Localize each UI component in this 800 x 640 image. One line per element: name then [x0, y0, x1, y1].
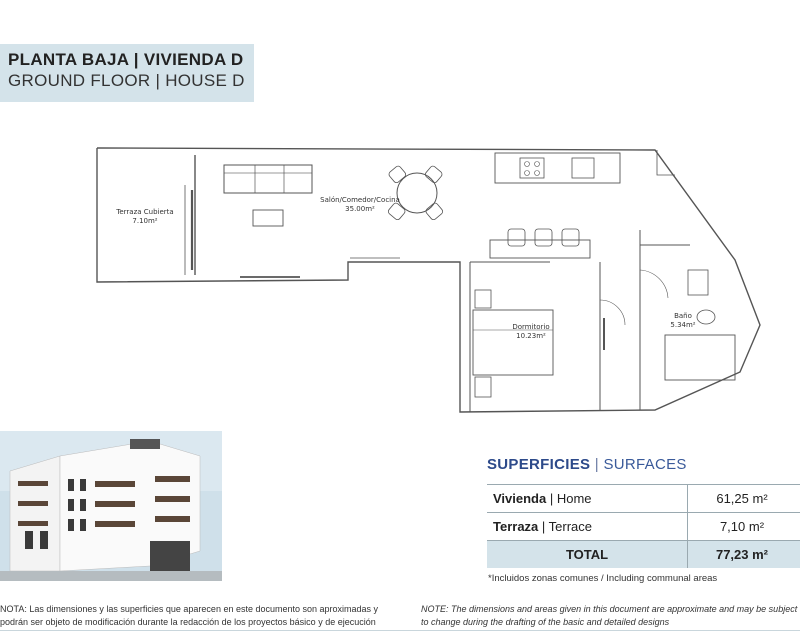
room-label-terrace: Terraza Cubierta 7.10m²: [116, 208, 174, 225]
building-render-image: [0, 431, 222, 581]
plan-title-english: GROUND FLOOR | HOUSE D: [8, 71, 245, 90]
note-spanish-line1: NOTA: Las dimensiones y las superficies que aparecen en este documento son aproximadas y: [0, 604, 379, 614]
kitchen-island: [490, 240, 590, 258]
room-label-bedroom: Dormitorio 10.23m²: [512, 323, 550, 340]
washbasin: [688, 270, 708, 295]
surfaces-heading: SUPERFICIES | SURFACES: [487, 456, 687, 473]
note-english-line1: NOTE: The dimensions and areas given in this document are approximate and may be subject: [421, 604, 798, 614]
note-english: [421, 603, 800, 629]
room-label-living: Salón/Comedor/Cocina 35.00m²: [320, 196, 400, 213]
note-english-line2: to change during the drafting of the basic and detailed designs: [421, 617, 670, 627]
room-label-bath: Baño 5.34m²: [670, 312, 696, 329]
total-label: TOTAL: [565, 547, 609, 562]
total-value: 77,23 m²: [715, 547, 769, 562]
coffee-table: [253, 210, 283, 226]
surfaces-table: [487, 484, 800, 568]
row-label-normal: | Terrace: [538, 519, 593, 534]
table-total-row: [487, 540, 800, 568]
bed: [473, 310, 553, 375]
sofa: [224, 165, 312, 193]
note-spanish: [0, 603, 405, 629]
row-label-bold: Terraza: [493, 519, 539, 534]
table-row: [487, 484, 800, 512]
row-value: 7,10 m²: [719, 519, 765, 534]
bottom-divider: [0, 630, 800, 631]
table-row: [487, 512, 800, 540]
row-value: 61,25 m²: [716, 491, 768, 506]
bathtub: [665, 335, 735, 380]
plan-title-spanish: PLANTA BAJA | VIVIENDA D: [8, 50, 244, 69]
row-label-bold: Vivienda: [493, 491, 547, 506]
note-spanish-line2: podrán ser objeto de modificación durante la redacción de los proyectos básico y de ejecución: [0, 617, 376, 627]
surfaces-footnote: *Incluidos zonas comunes / Including communal areas: [488, 573, 718, 584]
row-label-normal: | Home: [546, 491, 592, 506]
kitchen-counter: [495, 153, 620, 183]
